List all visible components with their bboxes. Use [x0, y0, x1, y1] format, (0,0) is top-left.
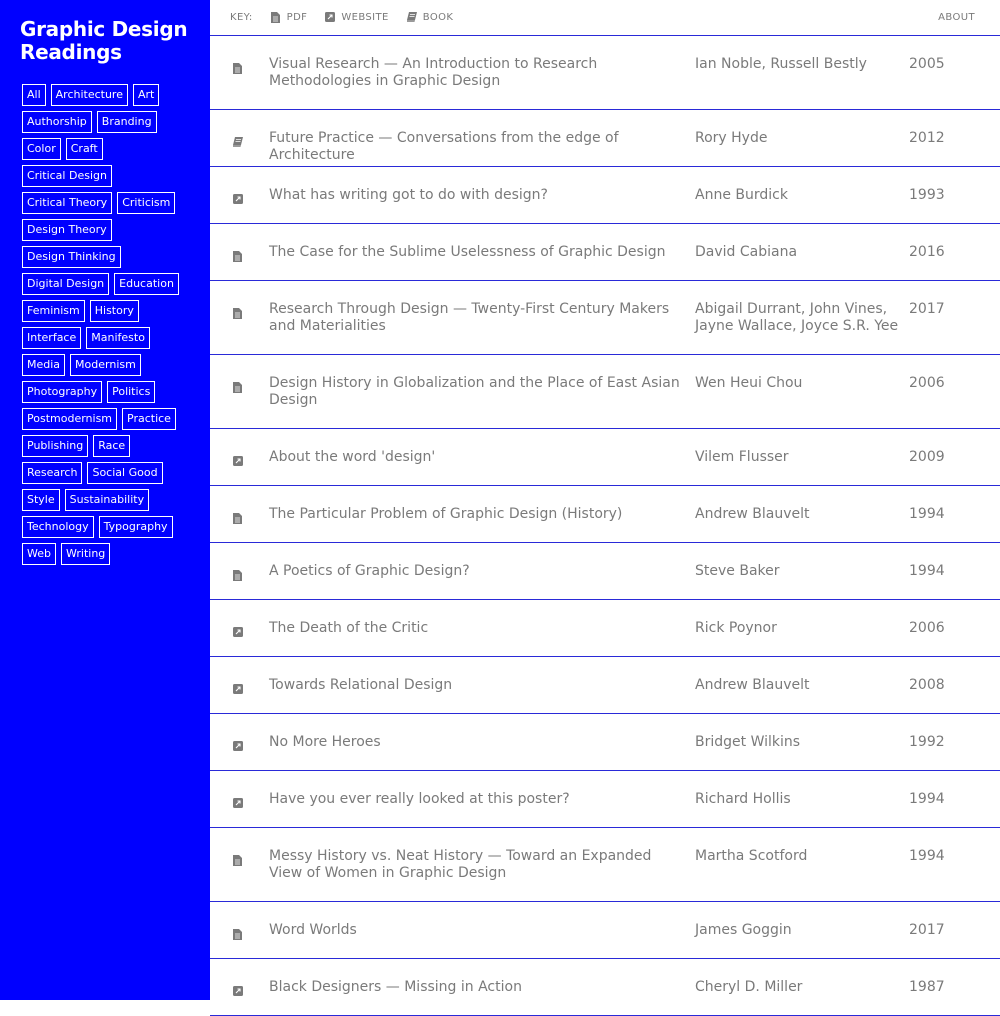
reading-author: Rory Hyde	[695, 130, 768, 146]
reading-author: Martha Scotford	[695, 848, 808, 864]
reading-year: 2012	[909, 130, 945, 146]
pdf-icon	[233, 308, 243, 319]
pdf-icon	[233, 855, 243, 866]
tag-criticism[interactable]: Criticism	[117, 192, 175, 214]
reading-author: David Cabiana	[695, 244, 798, 260]
reading-title[interactable]: Towards Relational Design	[269, 677, 453, 693]
reading-type	[210, 734, 269, 770]
reading-title[interactable]: Research Through Design — Twenty-First Century Makers and Materialities	[269, 301, 670, 334]
reading-title[interactable]: Have you ever really looked at this poster?	[269, 791, 570, 807]
reading-title[interactable]: Messy History vs. Neat History — Toward an Expanded View of Women in Graphic Design	[269, 848, 652, 881]
key-bar	[210, 0, 1000, 36]
pdf-icon	[233, 382, 243, 393]
reading-author: Anne Burdick	[695, 187, 788, 203]
reading-row[interactable]	[210, 281, 1000, 355]
tag-craft[interactable]: Craft	[66, 138, 103, 160]
reading-row[interactable]	[210, 714, 1000, 771]
reading-row[interactable]	[210, 543, 1000, 600]
reading-year: 2008	[909, 677, 945, 693]
tag-art[interactable]: Art	[133, 84, 159, 106]
reading-year: 1994	[909, 791, 945, 807]
tag-postmodernism[interactable]: Postmodernism	[22, 408, 117, 430]
reading-type	[210, 375, 269, 428]
pdf-icon	[233, 570, 243, 581]
reading-row[interactable]	[210, 36, 1000, 110]
tag-authorship[interactable]: Authorship	[22, 111, 92, 133]
website-icon	[233, 684, 243, 695]
reading-title[interactable]: A Poetics of Graphic Design?	[269, 563, 470, 579]
reading-title[interactable]: Design History in Globalization and the Place of East Asian Design	[269, 375, 680, 408]
reading-year: 1987	[909, 979, 945, 995]
website-icon	[233, 741, 243, 752]
reading-type	[210, 677, 269, 713]
reading-author: Wen Heui Chou	[695, 375, 803, 391]
tag-publishing[interactable]: Publishing	[22, 435, 88, 457]
website-icon	[233, 627, 243, 638]
tag-race[interactable]: Race	[93, 435, 130, 457]
tag-color[interactable]: Color	[22, 138, 61, 160]
reading-type	[210, 506, 269, 542]
reading-year: 2005	[909, 56, 945, 72]
reading-title[interactable]: No More Heroes	[269, 734, 381, 750]
reading-author: Andrew Blauvelt	[695, 506, 810, 522]
tag-practice[interactable]: Practice	[122, 408, 176, 430]
book-icon	[233, 137, 243, 148]
tag-design-thinking[interactable]: Design Thinking	[22, 246, 121, 268]
reading-author: Andrew Blauvelt	[695, 677, 810, 693]
readings-list	[210, 36, 1000, 1016]
reading-year: 2017	[909, 922, 945, 938]
reading-year: 2009	[909, 449, 945, 465]
reading-title[interactable]: The Case for the Sublime Uselessness of Graphic Design	[269, 244, 666, 260]
tag-research[interactable]: Research	[22, 462, 82, 484]
reading-year: 2006	[909, 620, 945, 636]
tag-feminism[interactable]: Feminism	[22, 300, 85, 322]
reading-year: 1993	[909, 187, 945, 203]
reading-row[interactable]	[210, 167, 1000, 224]
website-icon	[233, 194, 243, 205]
tag-architecture[interactable]: Architecture	[51, 84, 128, 106]
tag-media[interactable]: Media	[22, 354, 65, 376]
reading-year: 1994	[909, 848, 945, 864]
reading-author: James Goggin	[695, 922, 792, 938]
sidebar	[0, 0, 210, 1000]
reading-type	[210, 979, 269, 1015]
reading-row[interactable]	[210, 355, 1000, 429]
reading-row[interactable]	[210, 429, 1000, 486]
tag-branding[interactable]: Branding	[97, 111, 157, 133]
tag-education[interactable]: Education	[114, 273, 179, 295]
key-website-label: WEBSITE	[341, 12, 389, 23]
pdf-icon	[233, 63, 243, 74]
key-pdf	[271, 12, 308, 23]
reading-row[interactable]	[210, 959, 1000, 1016]
reading-type	[210, 620, 269, 656]
reading-row[interactable]	[210, 600, 1000, 657]
reading-author: Abigail Durrant, John Vines, Jayne Wallace, Joyce S.R. Yee	[695, 301, 899, 334]
tag-modernism[interactable]: Modernism	[70, 354, 141, 376]
reading-title[interactable]: The Death of the Critic	[269, 620, 429, 636]
tag-style[interactable]: Style	[22, 489, 60, 511]
reading-author: Ian Noble, Russell Bestly	[695, 56, 867, 72]
reading-author: Bridget Wilkins	[695, 734, 801, 750]
reading-row[interactable]	[210, 110, 1000, 167]
reading-type	[210, 130, 269, 166]
website-icon	[325, 12, 335, 23]
pdf-icon	[233, 929, 243, 940]
tag-digital-design[interactable]: Digital Design	[22, 273, 109, 295]
reading-title[interactable]: Word Worlds	[269, 922, 357, 938]
tag-social-good[interactable]: Social Good	[87, 462, 162, 484]
reading-row[interactable]	[210, 224, 1000, 281]
about-link[interactable]: ABOUT	[938, 12, 975, 23]
key-website	[325, 12, 388, 23]
reading-type	[210, 563, 269, 599]
main-content	[210, 0, 1000, 1000]
reading-title[interactable]: Future Practice — Conversations from the edge of Architecture	[269, 130, 619, 163]
reading-type	[210, 922, 269, 958]
reading-year: 2016	[909, 244, 945, 260]
tag-design-theory[interactable]: Design Theory	[22, 219, 112, 241]
pdf-icon	[233, 251, 243, 262]
tag-list	[22, 84, 190, 565]
tag-all[interactable]: All	[22, 84, 46, 106]
reading-type	[210, 848, 269, 901]
reading-type	[210, 56, 269, 109]
reading-author: Steve Baker	[695, 563, 780, 579]
reading-author: Richard Hollis	[695, 791, 791, 807]
pdf-icon	[271, 12, 281, 23]
key-pdf-label: PDF	[286, 12, 308, 23]
reading-row[interactable]	[210, 657, 1000, 714]
reading-type	[210, 301, 269, 354]
tag-writing[interactable]: Writing	[61, 543, 110, 565]
reading-year: 1994	[909, 506, 945, 522]
tag-sustainability[interactable]: Sustainability	[65, 489, 149, 511]
tag-technology[interactable]: Technology	[22, 516, 94, 538]
tag-web[interactable]: Web	[22, 543, 56, 565]
reading-row[interactable]	[210, 771, 1000, 828]
reading-title[interactable]: What has writing got to do with design?	[269, 187, 548, 203]
reading-year: 2017	[909, 301, 945, 317]
reading-year: 1992	[909, 734, 945, 750]
reading-author: Cheryl D. Miller	[695, 979, 803, 995]
tag-manifesto[interactable]: Manifesto	[86, 327, 150, 349]
book-icon	[407, 12, 417, 23]
tag-interface[interactable]: Interface	[22, 327, 81, 349]
pdf-icon	[233, 513, 243, 524]
reading-title[interactable]: The Particular Problem of Graphic Design (History)	[269, 506, 623, 522]
tag-typography[interactable]: Typography	[99, 516, 173, 538]
website-icon	[233, 798, 243, 809]
reading-row[interactable]	[210, 902, 1000, 959]
website-icon	[233, 986, 243, 997]
tag-history[interactable]: History	[90, 300, 139, 322]
reading-author: Rick Poynor	[695, 620, 777, 636]
tag-critical-theory[interactable]: Critical Theory	[22, 192, 112, 214]
tag-critical-design[interactable]: Critical Design	[22, 165, 112, 187]
reading-year: 1994	[909, 563, 945, 579]
reading-title[interactable]: About the word 'design'	[269, 449, 436, 465]
tag-politics[interactable]: Politics	[107, 381, 155, 403]
key-book	[407, 12, 454, 23]
tag-photography[interactable]: Photography	[22, 381, 102, 403]
site-title[interactable]: Graphic Design Readings	[20, 17, 188, 64]
reading-title[interactable]: Black Designers — Missing in Action	[269, 979, 522, 995]
key-label: KEY:	[230, 12, 253, 23]
reading-type	[210, 791, 269, 827]
reading-author: Vilem Flusser	[695, 449, 789, 465]
reading-type	[210, 244, 269, 280]
reading-row[interactable]	[210, 486, 1000, 543]
reading-row[interactable]	[210, 828, 1000, 902]
reading-type	[210, 449, 269, 485]
reading-type	[210, 187, 269, 223]
key-book-label: BOOK	[422, 12, 454, 23]
reading-title[interactable]: Visual Research — An Introduction to Research Methodologies in Graphic Design	[269, 56, 598, 89]
reading-year: 2006	[909, 375, 945, 391]
website-icon	[233, 456, 243, 467]
